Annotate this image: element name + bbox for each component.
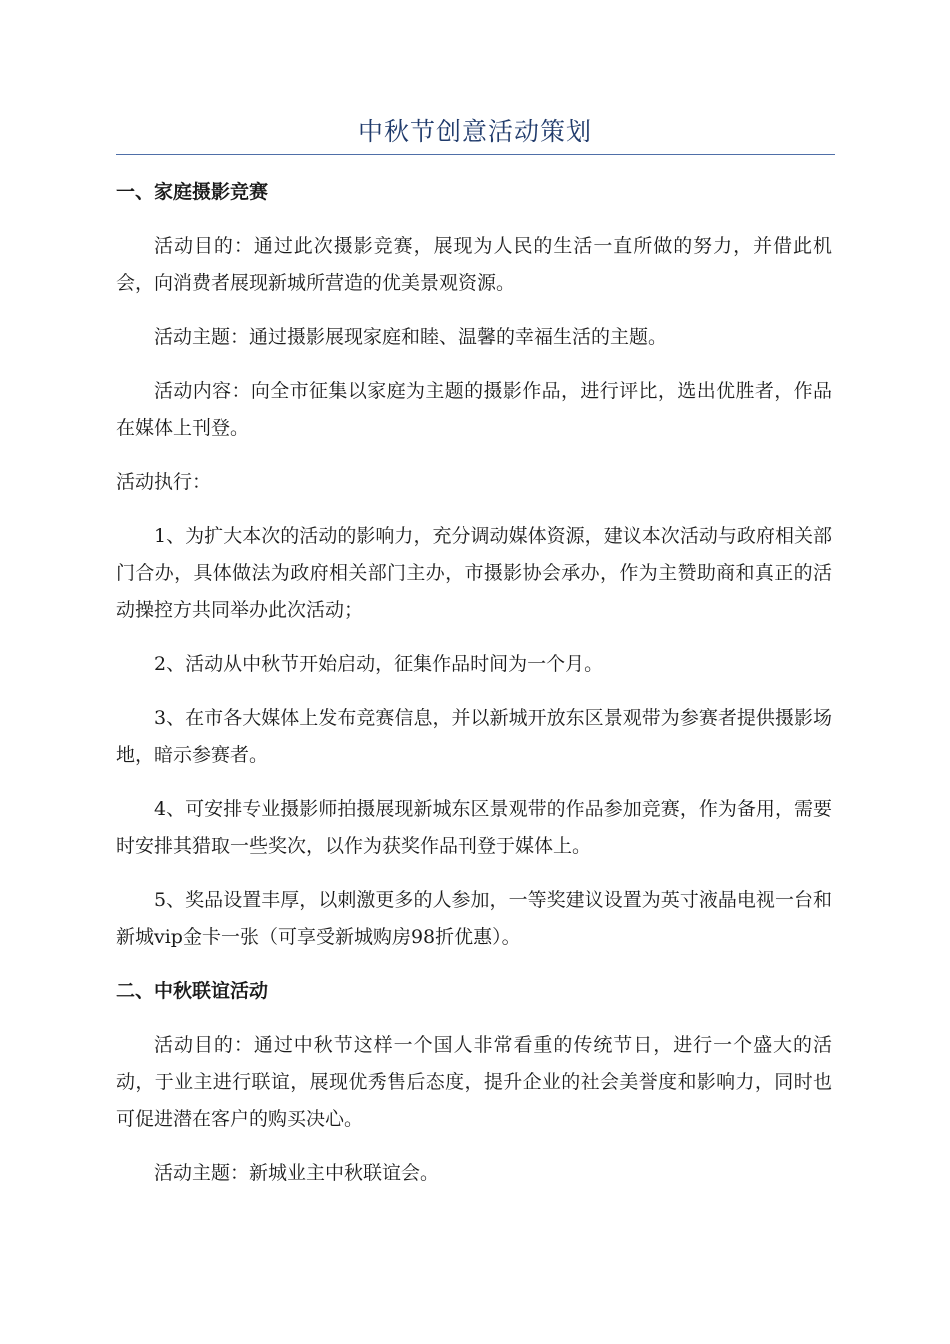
paragraph: 活动主题：通过摄影展现家庭和睦、温馨的幸福生活的主题。 bbox=[154, 326, 668, 348]
document-body bbox=[116, 174, 832, 1209]
list-item: 3、在市各大媒体上发布竞赛信息，并以新城开放东区景观带为参赛者提供摄影场地，暗示参赛者。 bbox=[116, 707, 832, 766]
title-underline bbox=[116, 154, 835, 155]
paragraph: 活动内容：向全市征集以家庭为主题的摄影作品，进行评比，选出优胜者，作品在媒体上刊登。 bbox=[116, 380, 832, 439]
section-heading: 一、家庭摄影竞赛 bbox=[116, 181, 269, 203]
document-title: 中秋节创意活动策划 bbox=[357, 117, 592, 146]
list-item: 1、为扩大本次的活动的影响力，充分调动媒体资源，建议本次活动与政府相关部门合办，具体做法为政府相关部门主办，市摄影协会承办，作为主赞助商和真正的活动操控方共同举办此次活动； bbox=[116, 525, 832, 621]
list-item: 4、可安排专业摄影师拍摄展现新城东区景观带的作品参加竞赛，作为备用，需要时安排其猎取一些奖次，以作为获奖作品刊登于媒体上。 bbox=[116, 798, 832, 857]
paragraph: 活动目的：通过中秋节这样一个国人非常看重的传统节日，进行一个盛大的活动，于业主进行联谊，展现优秀售后态度，提升企业的社会美誉度和影响力，同时也可促进潜在客户的购买决心。 bbox=[116, 1034, 832, 1130]
paragraph: 活动执行： bbox=[116, 471, 212, 493]
list-item: 5、奖品设置丰厚，以刺激更多的人参加，一等奖建议设置为英寸液晶电视一台和新城vip金卡一张（可享受新城购房98折优惠）。 bbox=[116, 889, 832, 948]
paragraph: 活动主题：新城业主中秋联谊会。 bbox=[154, 1162, 440, 1184]
paragraph: 活动目的：通过此次摄影竞赛，展现为人民的生活一直所做的努力，并借此机会，向消费者展现新城所营造的优美景观资源。 bbox=[116, 235, 832, 294]
section-heading: 二、中秋联谊活动 bbox=[116, 980, 269, 1002]
list-item: 2、活动从中秋节开始启动，征集作品时间为一个月。 bbox=[154, 653, 604, 675]
